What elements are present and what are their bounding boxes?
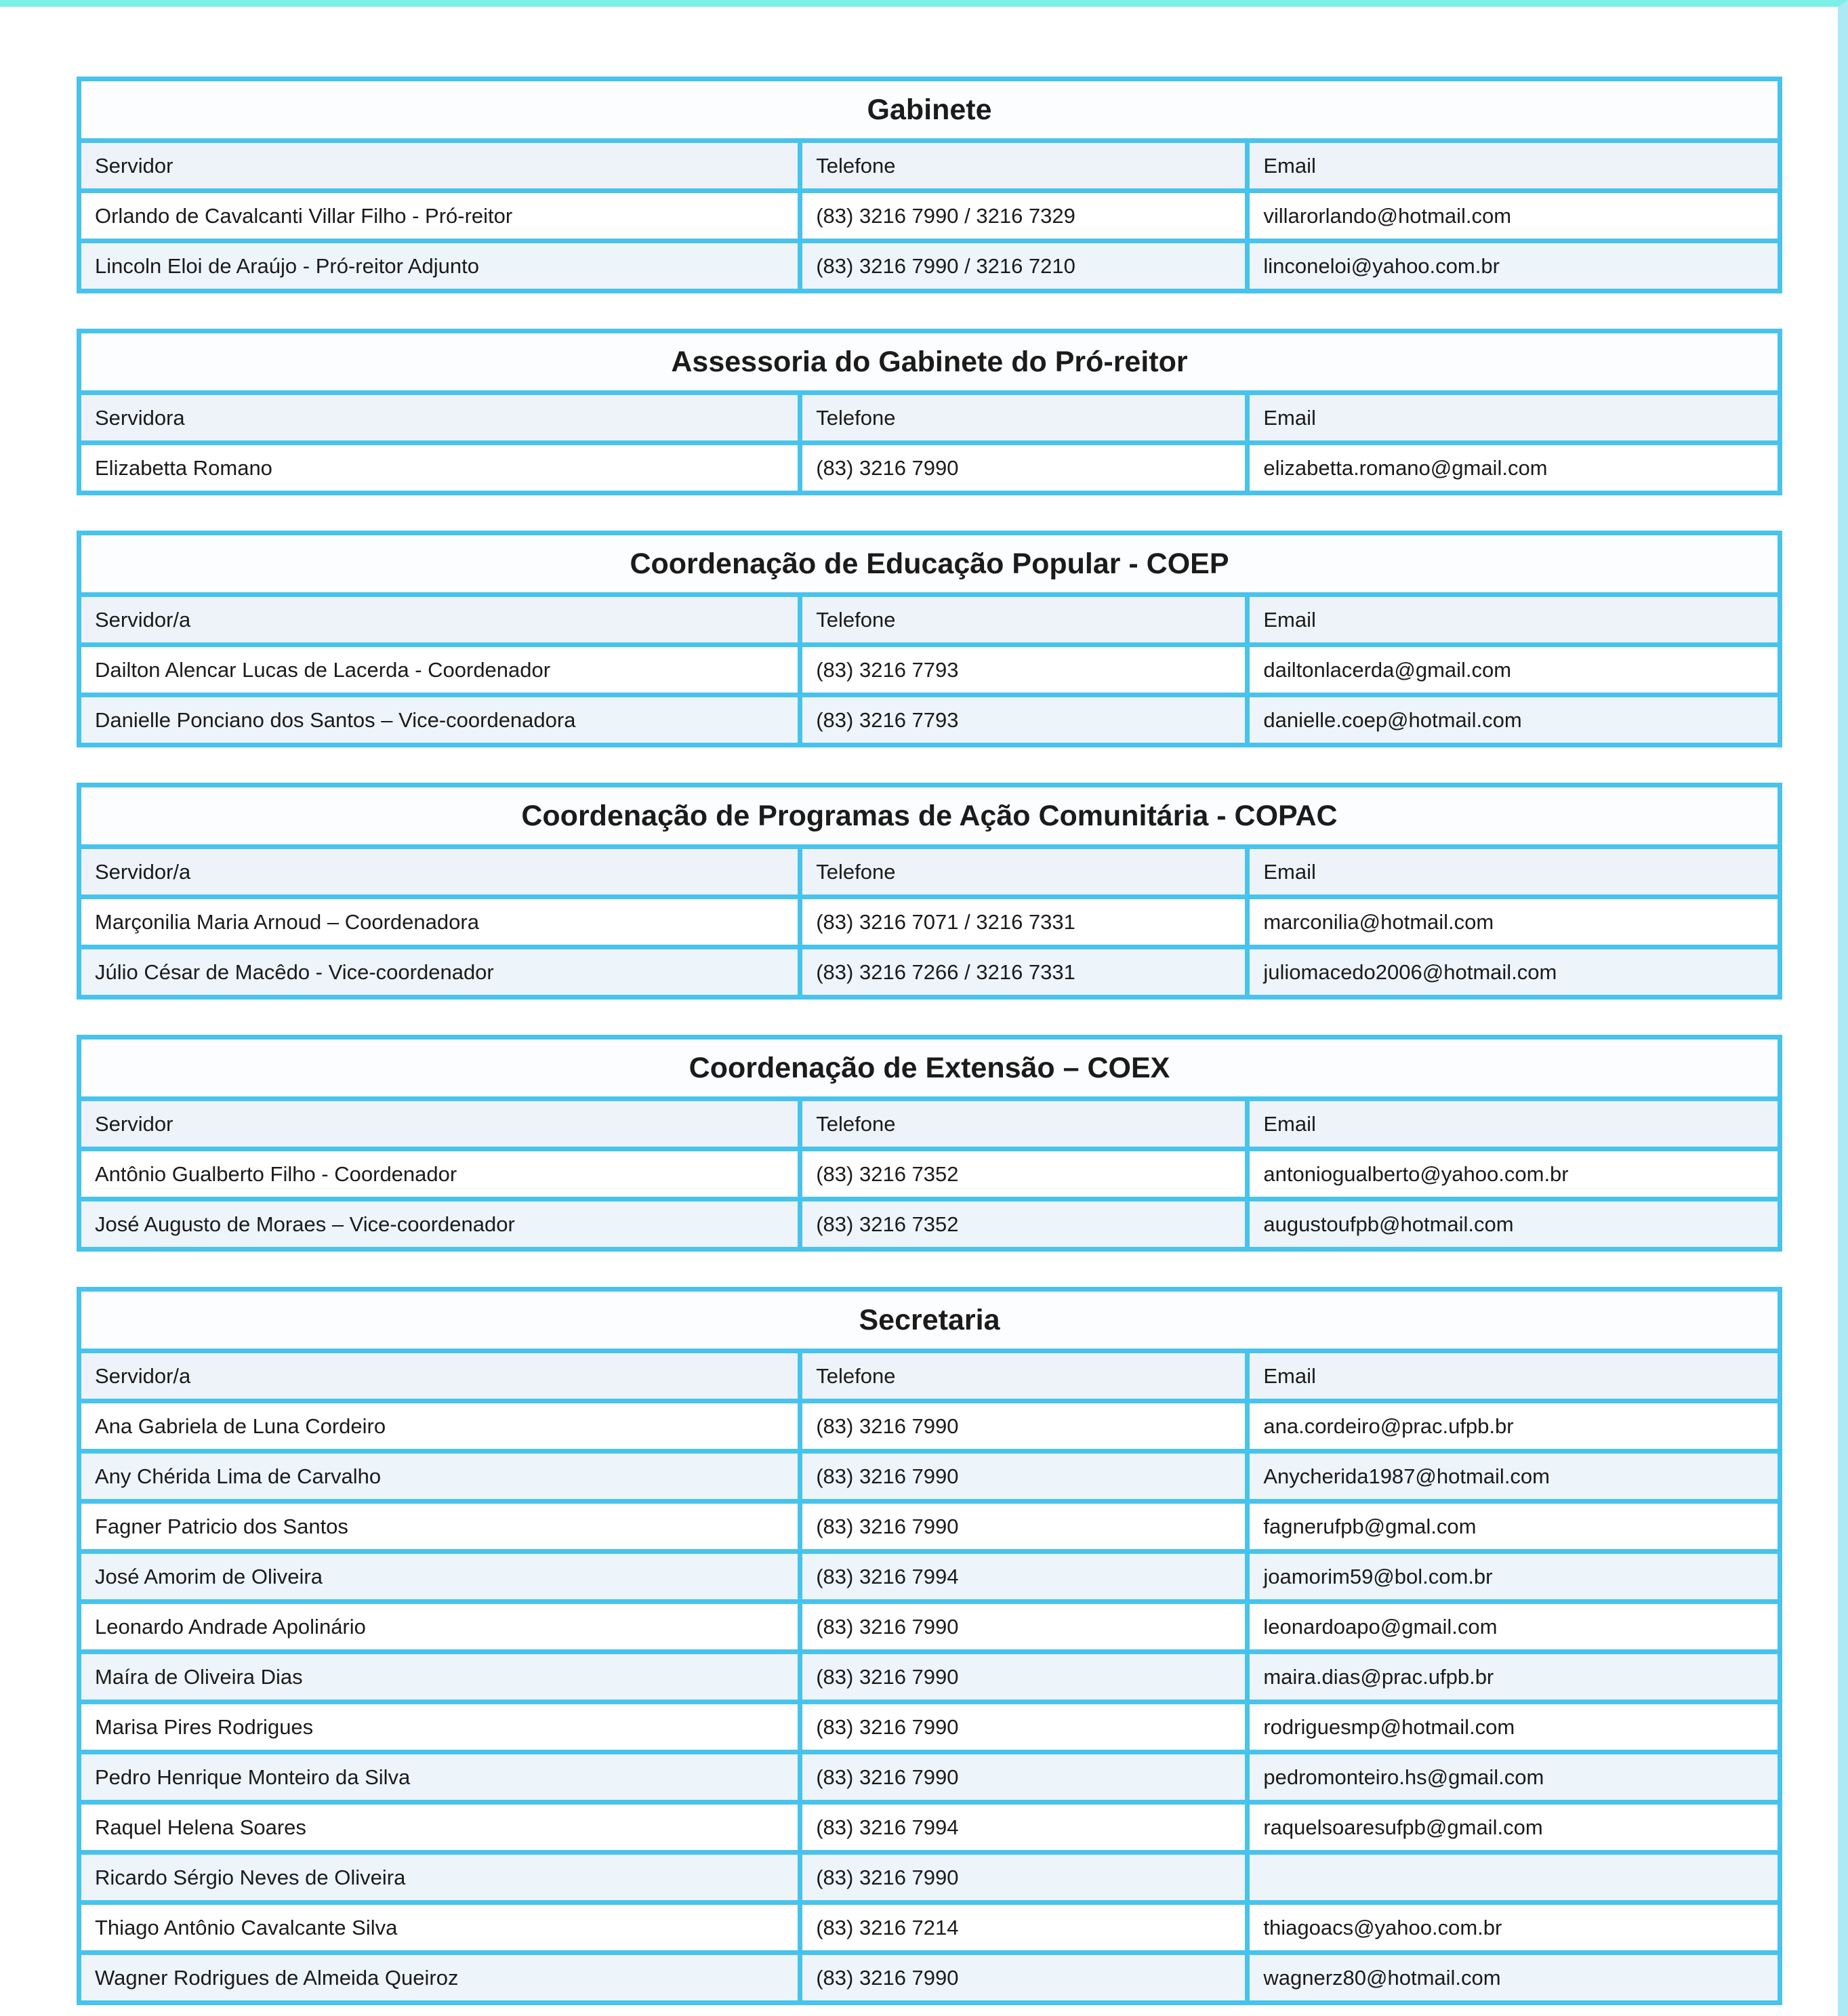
email-cell: rodriguesmp@hotmail.com [1248, 1702, 1780, 1752]
table-row [79, 947, 1780, 997]
column-header: Servidor/a [79, 1351, 800, 1401]
email-cell: leonardoapo@gmail.com [1248, 1602, 1780, 1652]
contact-table-assessoria-gabinete [77, 329, 1782, 495]
column-header: Telefone [800, 847, 1248, 897]
servidor-cell: Ana Gabriela de Luna Cordeiro [79, 1401, 800, 1452]
table-row [79, 645, 1780, 695]
column-header: Email [1248, 1351, 1780, 1401]
servidor-cell: Elizabetta Romano [79, 443, 800, 493]
table-title-row [79, 1290, 1780, 1351]
telefone-cell: (83) 3216 7990 [800, 443, 1248, 493]
table-row [79, 1602, 1780, 1652]
telefone-cell: (83) 3216 7793 [800, 695, 1248, 745]
servidor-cell: Raquel Helena Soares [79, 1803, 800, 1853]
email-cell: joamorim59@bol.com.br [1248, 1552, 1780, 1602]
telefone-cell: (83) 3216 7214 [800, 1903, 1248, 1953]
table-row [79, 1552, 1780, 1602]
servidor-cell: Danielle Ponciano dos Santos – Vice-coordenadora [79, 695, 800, 745]
table-title-row [79, 533, 1780, 595]
servidor-cell: Marisa Pires Rodrigues [79, 1702, 800, 1752]
telefone-cell: (83) 3216 7990 [800, 1702, 1248, 1752]
servidor-cell: José Augusto de Moraes – Vice-coordenador [79, 1199, 800, 1250]
column-header: Email [1248, 393, 1780, 443]
column-header-row [79, 1099, 1780, 1149]
column-header: Telefone [800, 393, 1248, 443]
servidor-cell: Any Chérida Lima de Carvalho [79, 1452, 800, 1502]
servidor-cell: Pedro Henrique Monteiro da Silva [79, 1752, 800, 1803]
email-cell: augustoufpb@hotmail.com [1248, 1199, 1780, 1250]
servidor-cell: Dailton Alencar Lucas de Lacerda - Coordenador [79, 645, 800, 695]
telefone-cell: (83) 3216 7266 / 3216 7331 [800, 947, 1248, 997]
servidor-cell: Maíra de Oliveira Dias [79, 1652, 800, 1702]
email-cell: danielle.coep@hotmail.com [1248, 695, 1780, 745]
telefone-cell: (83) 3216 7071 / 3216 7331 [800, 897, 1248, 947]
table-row [79, 897, 1780, 947]
table-title: Coordenação de Educação Popular - COEP [79, 533, 1780, 595]
column-header-row [79, 141, 1780, 191]
table-title-row [79, 79, 1780, 141]
email-cell: thiagoacs@yahoo.com.br [1248, 1903, 1780, 1953]
column-header: Servidor/a [79, 595, 800, 645]
email-cell: villarorlando@hotmail.com [1248, 191, 1780, 241]
contact-table-coep [77, 531, 1782, 747]
telefone-cell: (83) 3216 7990 [800, 1502, 1248, 1552]
column-header: Email [1248, 595, 1780, 645]
table-row [79, 1652, 1780, 1702]
email-cell: maira.dias@prac.ufpb.br [1248, 1652, 1780, 1702]
contact-table-copac [77, 783, 1782, 1000]
servidor-cell: Júlio César de Macêdo - Vice-coordenador [79, 947, 800, 997]
column-header-row [79, 1351, 1780, 1401]
email-cell: raquelsoaresufpb@gmail.com [1248, 1803, 1780, 1853]
contact-table-coex [77, 1035, 1782, 1252]
telefone-cell: (83) 3216 7990 / 3216 7210 [800, 241, 1248, 291]
telefone-cell: (83) 3216 7994 [800, 1803, 1248, 1853]
servidor-cell: Thiago Antônio Cavalcante Silva [79, 1903, 800, 1953]
servidor-cell: Orlando de Cavalcanti Villar Filho - Pró-reitor [79, 191, 800, 241]
table-row [79, 1803, 1780, 1853]
table-row [79, 1401, 1780, 1452]
column-header: Telefone [800, 141, 1248, 191]
email-cell [1248, 1853, 1780, 1903]
email-cell: elizabetta.romano@gmail.com [1248, 443, 1780, 493]
telefone-cell: (83) 3216 7990 / 3216 7329 [800, 191, 1248, 241]
telefone-cell: (83) 3216 7994 [800, 1552, 1248, 1602]
table-row [79, 1903, 1780, 1953]
email-cell: marconilia@hotmail.com [1248, 897, 1780, 947]
column-header: Servidor [79, 1099, 800, 1149]
contact-table-secretaria [77, 1287, 1782, 2005]
email-cell: linconeloi@yahoo.com.br [1248, 241, 1780, 291]
table-title: Coordenação de Programas de Ação Comunitária - COPAC [79, 785, 1780, 847]
servidor-cell: Lincoln Eloi de Araújo - Pró-reitor Adjunto [79, 241, 800, 291]
column-header: Email [1248, 847, 1780, 897]
telefone-cell: (83) 3216 7990 [800, 1652, 1248, 1702]
telefone-cell: (83) 3216 7352 [800, 1149, 1248, 1199]
telefone-cell: (83) 3216 7990 [800, 1953, 1248, 2003]
table-row [79, 1149, 1780, 1199]
servidor-cell: Fagner Patricio dos Santos [79, 1502, 800, 1552]
telefone-cell: (83) 3216 7990 [800, 1401, 1248, 1452]
table-row [79, 1752, 1780, 1803]
table-row [79, 1853, 1780, 1903]
table-title: Assessoria do Gabinete do Pró-reitor [79, 331, 1780, 393]
table-row [79, 191, 1780, 241]
telefone-cell: (83) 3216 7990 [800, 1752, 1248, 1803]
table-title-row [79, 331, 1780, 393]
email-cell: fagnerufpb@gmal.com [1248, 1502, 1780, 1552]
table-title: Coordenação de Extensão – COEX [79, 1037, 1780, 1099]
email-cell: juliomacedo2006@hotmail.com [1248, 947, 1780, 997]
table-row [79, 1953, 1780, 2003]
table-row [79, 241, 1780, 291]
telefone-cell: (83) 3216 7990 [800, 1602, 1248, 1652]
email-cell: Anycherida1987@hotmail.com [1248, 1452, 1780, 1502]
table-title: Secretaria [79, 1290, 1780, 1351]
table-row [79, 1502, 1780, 1552]
column-header: Telefone [800, 595, 1248, 645]
table-row [79, 1452, 1780, 1502]
email-cell: pedromonteiro.hs@gmail.com [1248, 1752, 1780, 1803]
column-header: Servidora [79, 393, 800, 443]
tables-container [77, 77, 1772, 2005]
email-cell: wagnerz80@hotmail.com [1248, 1953, 1780, 2003]
page [0, 7, 1838, 2005]
column-header-row [79, 847, 1780, 897]
telefone-cell: (83) 3216 7793 [800, 645, 1248, 695]
table-row [79, 1199, 1780, 1250]
column-header: Servidor [79, 141, 800, 191]
servidor-cell: Wagner Rodrigues de Almeida Queiroz [79, 1953, 800, 2003]
table-row [79, 443, 1780, 493]
column-header-row [79, 393, 1780, 443]
column-header: Servidor/a [79, 847, 800, 897]
table-title-row [79, 1037, 1780, 1099]
servidor-cell: Ricardo Sérgio Neves de Oliveira [79, 1853, 800, 1903]
servidor-cell: José Amorim de Oliveira [79, 1552, 800, 1602]
telefone-cell: (83) 3216 7352 [800, 1199, 1248, 1250]
email-cell: dailtonlacerda@gmail.com [1248, 645, 1780, 695]
email-cell: ana.cordeiro@prac.ufpb.br [1248, 1401, 1780, 1452]
email-cell: antoniogualberto@yahoo.com.br [1248, 1149, 1780, 1199]
column-header: Email [1248, 141, 1780, 191]
table-title-row [79, 785, 1780, 847]
telefone-cell: (83) 3216 7990 [800, 1452, 1248, 1502]
telefone-cell: (83) 3216 7990 [800, 1853, 1248, 1903]
column-header: Email [1248, 1099, 1780, 1149]
servidor-cell: Marçonilia Maria Arnoud – Coordenadora [79, 897, 800, 947]
servidor-cell: Leonardo Andrade Apolinário [79, 1602, 800, 1652]
contact-table-gabinete [77, 77, 1782, 293]
column-header: Telefone [800, 1099, 1248, 1149]
column-header: Telefone [800, 1351, 1248, 1401]
table-row [79, 695, 1780, 745]
table-title: Gabinete [79, 79, 1780, 141]
column-header-row [79, 595, 1780, 645]
table-row [79, 1702, 1780, 1752]
servidor-cell: Antônio Gualberto Filho - Coordenador [79, 1149, 800, 1199]
